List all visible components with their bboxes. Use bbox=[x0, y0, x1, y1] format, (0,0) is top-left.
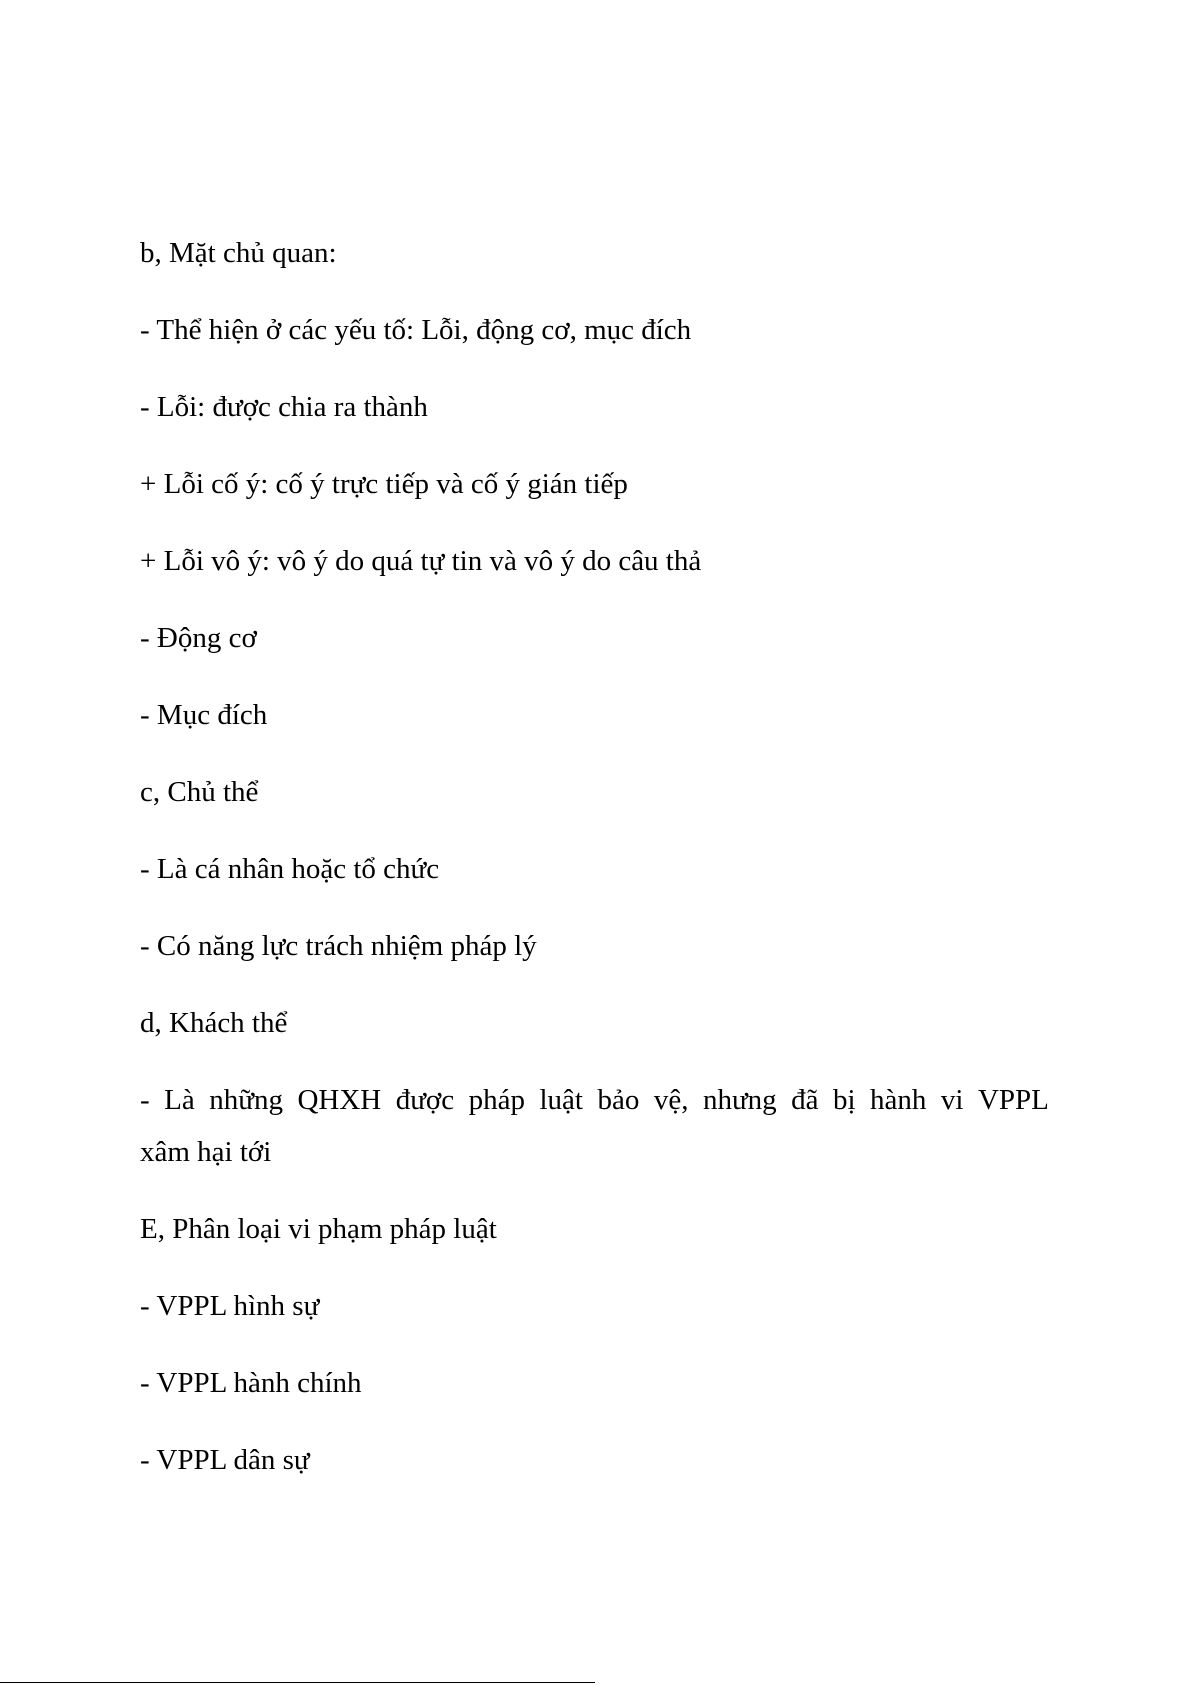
justified-word: bị bbox=[833, 1084, 856, 1116]
text-line: - Mục đích bbox=[140, 699, 268, 731]
justified-word: luật bbox=[539, 1084, 583, 1116]
justified-word: pháp bbox=[468, 1084, 525, 1116]
justified-word: Là bbox=[164, 1084, 195, 1116]
text-line: - Là cá nhân hoặc tổ chức bbox=[140, 853, 440, 885]
text-line: - Động cơ bbox=[140, 622, 257, 654]
heading-chu-the: c, Chủ thể bbox=[140, 776, 259, 808]
justified-word: nhưng bbox=[702, 1084, 777, 1116]
justified-word: hành bbox=[870, 1084, 927, 1116]
justified-word: vi bbox=[940, 1084, 964, 1116]
justified-text-line bbox=[140, 1083, 1049, 1117]
footer-divider bbox=[0, 1682, 595, 1683]
heading-khach-the: d, Khách thể bbox=[140, 1007, 288, 1039]
text-line: + Lỗi vô ý: vô ý do quá tự tin và vô ý do câu thả bbox=[140, 545, 702, 577]
heading-phan-loai: E, Phân loại vi phạm pháp luật bbox=[140, 1213, 497, 1245]
justified-word: những bbox=[209, 1084, 283, 1116]
justified-word: QHXH bbox=[297, 1084, 382, 1116]
text-line: + Lỗi cố ý: cố ý trực tiếp và cố ý gián tiếp bbox=[140, 468, 628, 500]
text-line: - VPPL dân sự bbox=[140, 1444, 310, 1476]
justified-word: - bbox=[140, 1084, 150, 1116]
heading-mat-chu-quan: b, Mặt chủ quan: bbox=[140, 237, 337, 269]
text-line: - Có năng lực trách nhiệm pháp lý bbox=[140, 930, 537, 962]
justified-word: VPPL bbox=[977, 1084, 1049, 1116]
justified-word: được bbox=[395, 1084, 455, 1116]
text-line: - Thể hiện ở các yếu tố: Lỗi, động cơ, mục đích bbox=[140, 314, 692, 346]
justified-word: bảo bbox=[597, 1084, 640, 1116]
justified-word: đã bbox=[791, 1084, 819, 1116]
text-line: xâm hại tới bbox=[140, 1136, 272, 1168]
justified-word: vệ, bbox=[653, 1084, 689, 1116]
text-line: - Lỗi: được chia ra thành bbox=[140, 391, 428, 423]
text-line: - VPPL hành chính bbox=[140, 1367, 362, 1399]
text-line: - VPPL hình sự bbox=[140, 1290, 320, 1322]
